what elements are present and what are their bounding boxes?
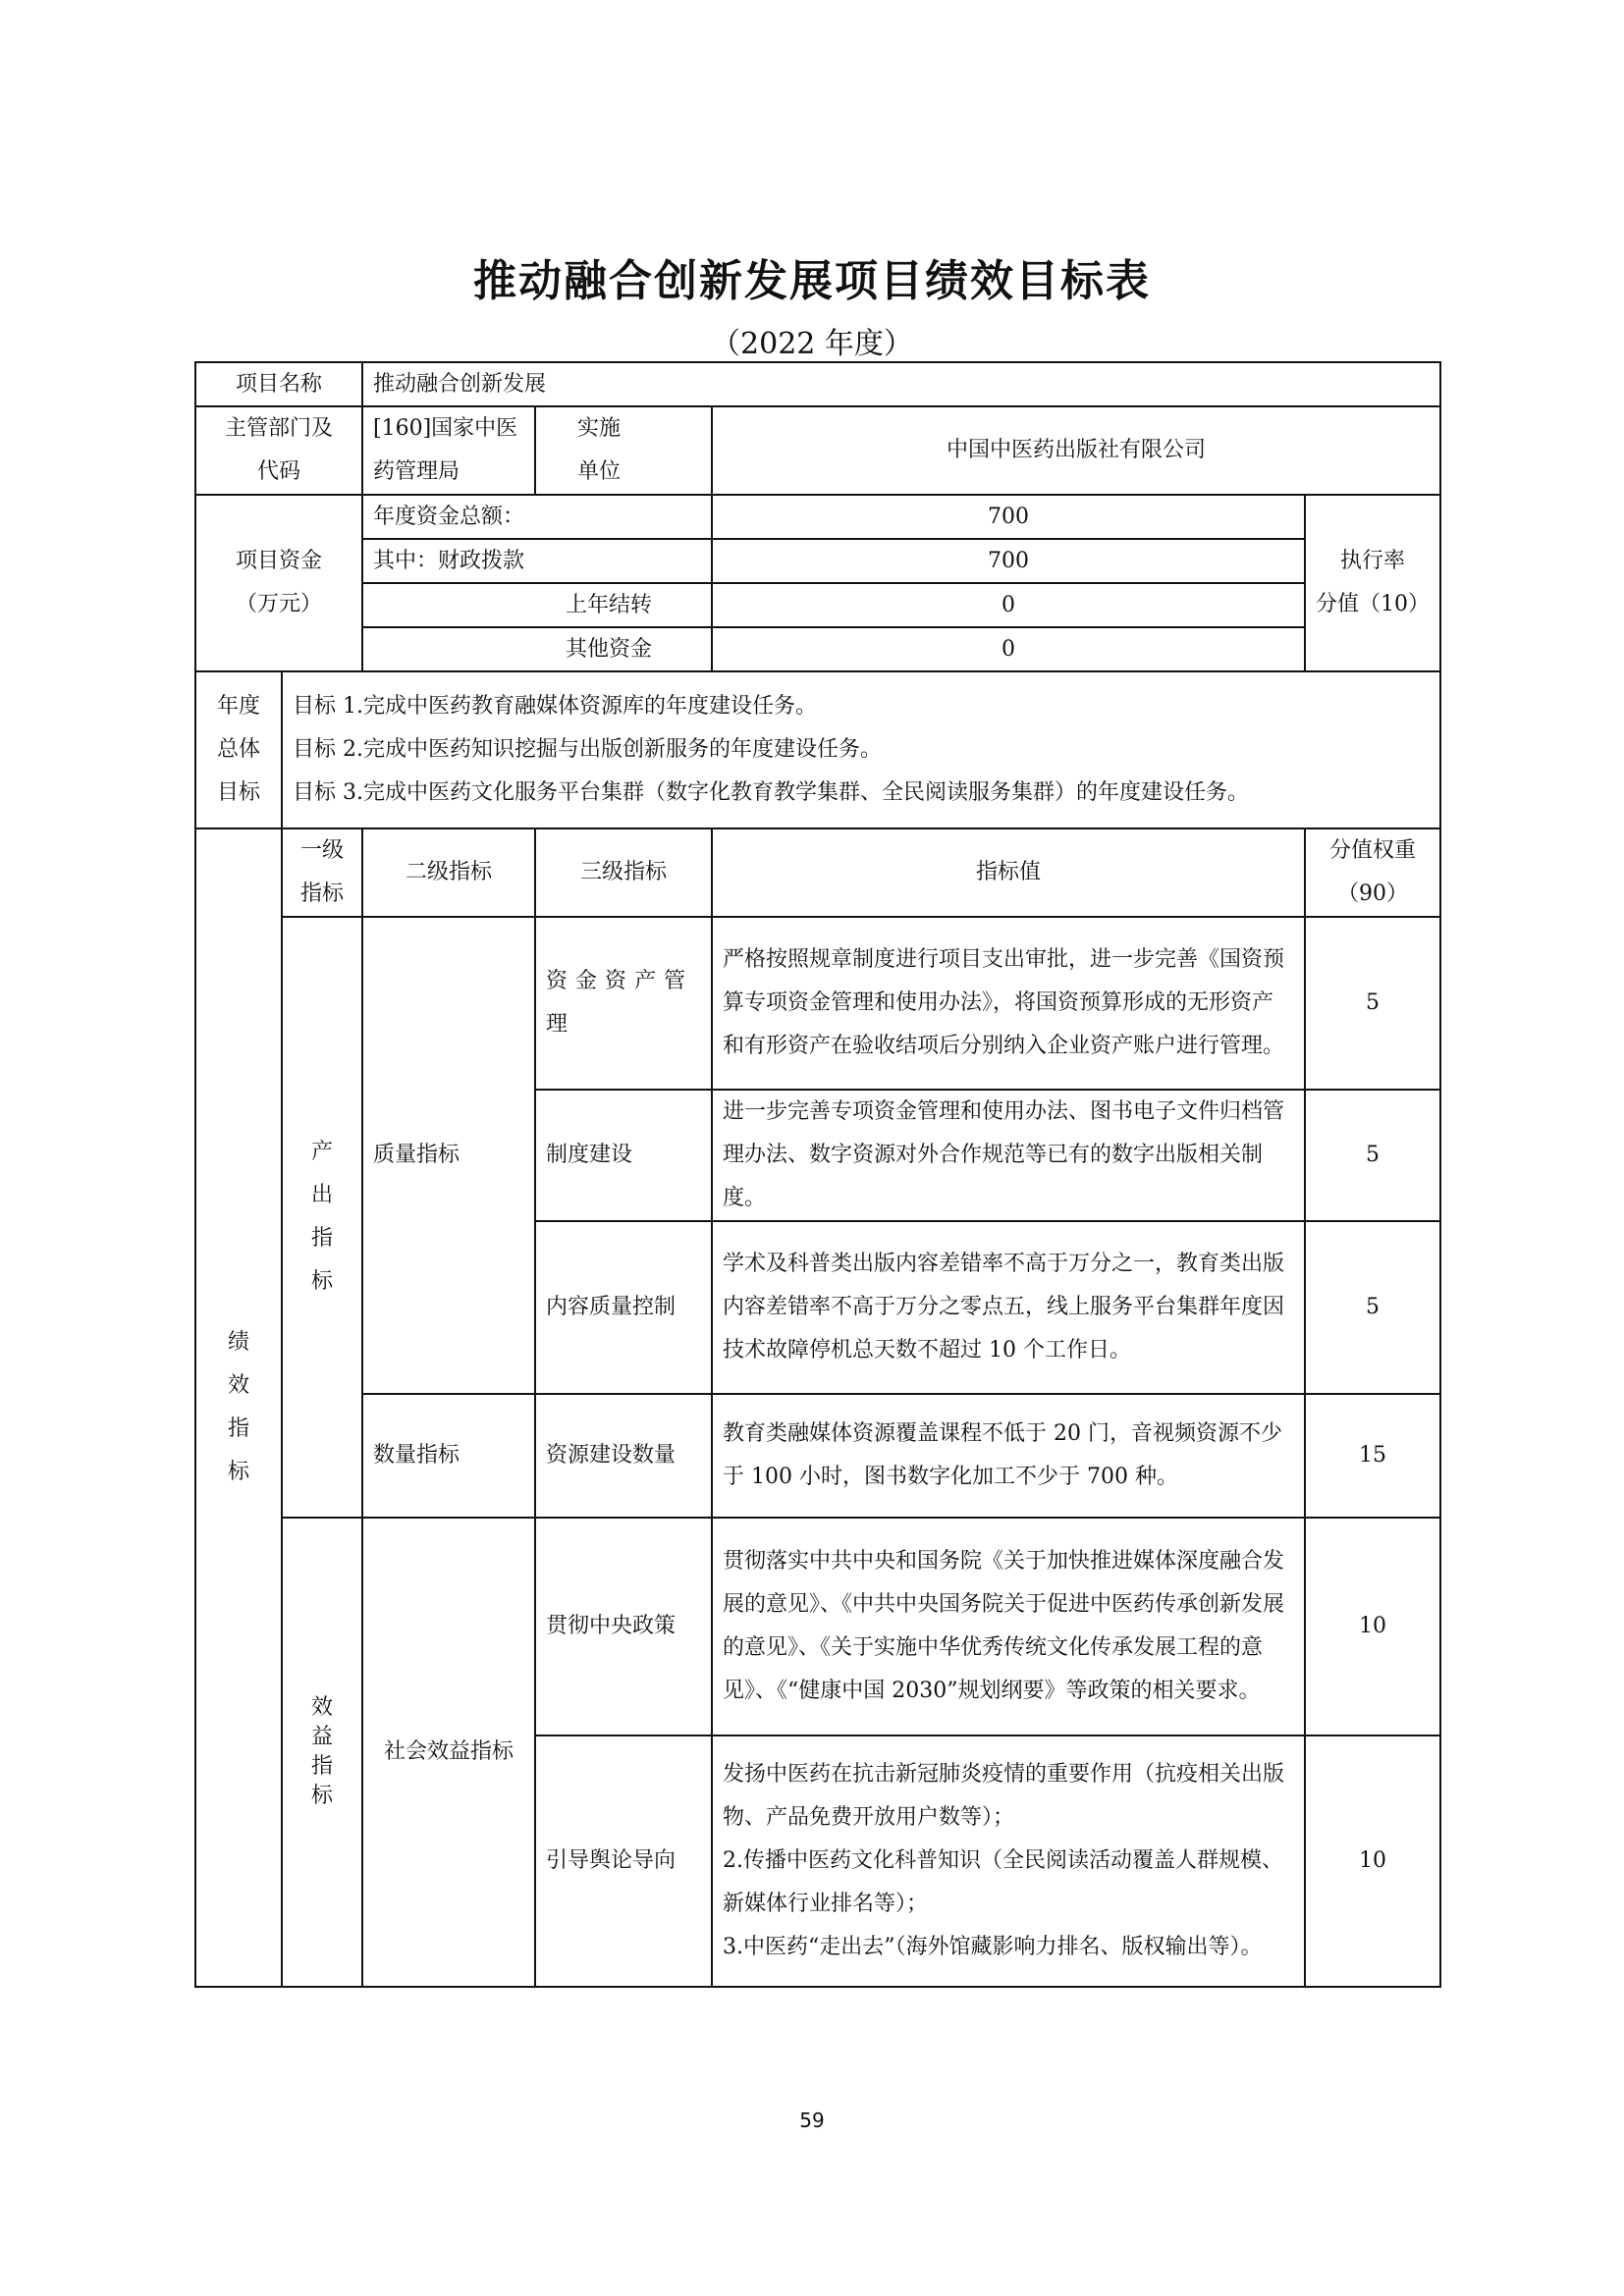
indicator-value: 进一步完善专项资金管理和使用办法、图书电子文件归档管理办法、数字资源对外合作规范等已有的数字出版相关制度。 [712, 1090, 1305, 1221]
table-row [195, 917, 1440, 1090]
funds-row-total [195, 495, 1440, 539]
funds-row-carryover [195, 583, 1440, 627]
funds-carryover-value: 0 [712, 583, 1305, 627]
header-value: 指标值 [712, 828, 1305, 917]
annual-goals-label: 年度 总体 目标 [195, 671, 282, 828]
document-title: 推动融合创新发展项目绩效目标表 [473, 256, 1151, 306]
level3-label: 资金资产管理 [535, 917, 712, 1090]
indicator-weight: 5 [1305, 917, 1440, 1090]
level2-social-label: 社会效益指标 [362, 1518, 535, 1987]
project-name-row [195, 362, 1440, 406]
funds-other-value: 0 [712, 627, 1305, 671]
funds-label: 项目资金 （万元） [195, 495, 362, 671]
level1-output-label: 产 出 指 标 [282, 917, 362, 1518]
document-subtitle: （2022 年度） [711, 327, 913, 361]
funds-carryover-label: 上年结转 [362, 583, 712, 627]
department-label: 主管部门及 代码 [195, 406, 362, 495]
indicator-value: 严格按照规章制度进行项目支出审批，进一步完善《国资预算专项资金管理和使用办法》，将国资预算形成的无形资产和有形资产在验收结项后分别纳入企业资产账户进行管理。 [712, 917, 1305, 1090]
department-value: [160]国家中医药管理局 [362, 406, 535, 495]
funds-total-value: 700 [712, 495, 1305, 539]
goal-item: 目标 2.完成中医药知识挖掘与出版创新服务的年度建设任务。 [293, 737, 882, 762]
indicator-weight: 10 [1305, 1735, 1440, 1987]
implementing-unit-label: 实施 单位 [535, 406, 712, 495]
header-level1: 一级 指标 [282, 828, 362, 917]
annual-goals-row [195, 671, 1440, 828]
indicator-value: 学术及科普类出版内容差错率不高于万分之一，教育类出版内容差错率不高于万分之零点五，线上服务平台集群年度因技术故障停机总天数不超过 10 个工作日。 [712, 1221, 1305, 1394]
goal-item: 目标 3.完成中医药文化服务平台集群（数字化教育教学集群、全民阅读服务集群）的年度建设任务。 [293, 780, 1249, 805]
indicator-value-line: 发扬中医药在抗击新冠肺炎疫情的重要作用（抗疫相关出版物、产品免费开放用户数等）； [723, 1762, 1285, 1830]
implementing-unit-value: 中国中医药出版社有限公司 [712, 406, 1440, 495]
indicator-value-line: 2.传播中医药文化科普知识（全民阅读活动覆盖人群规模、新媒体行业排名等）； [723, 1848, 1284, 1916]
funds-row-other [195, 627, 1440, 671]
funds-fiscal-value: 700 [712, 539, 1305, 583]
execution-rate-label: 执行率 分值（10） [1305, 495, 1440, 671]
level2-quality-label: 质量指标 [362, 917, 535, 1394]
level3-label: 内容质量控制 [535, 1221, 712, 1394]
header-level3: 三级指标 [535, 828, 712, 917]
level3-label: 制度建设 [535, 1090, 712, 1221]
funds-fiscal-label: 其中：财政拨款 [362, 539, 712, 583]
indicator-weight: 5 [1305, 1090, 1440, 1221]
indicator-value [712, 1735, 1305, 1987]
page-number: 59 [799, 2109, 825, 2132]
header-level2: 二级指标 [362, 828, 535, 917]
indicator-weight: 5 [1305, 1221, 1440, 1394]
indicators-section-label: 绩 效 指 标 [195, 828, 282, 1987]
level1-benefit-label: 效 益 指 标 [282, 1518, 362, 1987]
project-name-value: 推动融合创新发展 [362, 362, 1440, 406]
indicator-header-row [195, 828, 1440, 917]
performance-target-table [194, 361, 1441, 1988]
level3-label: 引导舆论导向 [535, 1735, 712, 1987]
indicator-value: 教育类融媒体资源覆盖课程不低于 20 门，音视频资源不少于 100 小时，图书数字化加工不少于 700 种。 [712, 1394, 1305, 1518]
funds-total-label: 年度资金总额： [362, 495, 712, 539]
project-name-label: 项目名称 [195, 362, 362, 406]
header-weight: 分值权重 （90） [1305, 828, 1440, 917]
annual-goals-content [282, 671, 1440, 828]
indicator-weight: 10 [1305, 1518, 1440, 1735]
indicator-value-line: 3.中医药“走出去”（海外馆藏影响力排名、版权输出等）。 [723, 1935, 1263, 1959]
indicator-value: 贯彻落实中共中央和国务院《关于加快推进媒体深度融合发展的意见》、《中共中央国务院关于促进中医药传承创新发展的意见》、《关于实施中华优秀传统文化传承发展工程的意见》、《“健康中国 2030”规划纲要》等政策的相关要求。 [712, 1518, 1305, 1735]
funds-row-fiscal [195, 539, 1440, 583]
level2-quantity-label: 数量指标 [362, 1394, 535, 1518]
table-row [195, 1518, 1440, 1735]
goal-item: 目标 1.完成中医药教育融媒体资源库的年度建设任务。 [293, 694, 817, 719]
level3-label: 贯彻中央政策 [535, 1518, 712, 1735]
indicator-weight: 15 [1305, 1394, 1440, 1518]
department-row [195, 406, 1440, 495]
level3-label: 资源建设数量 [535, 1394, 712, 1518]
table-row [195, 1394, 1440, 1518]
funds-other-label: 其他资金 [362, 627, 712, 671]
